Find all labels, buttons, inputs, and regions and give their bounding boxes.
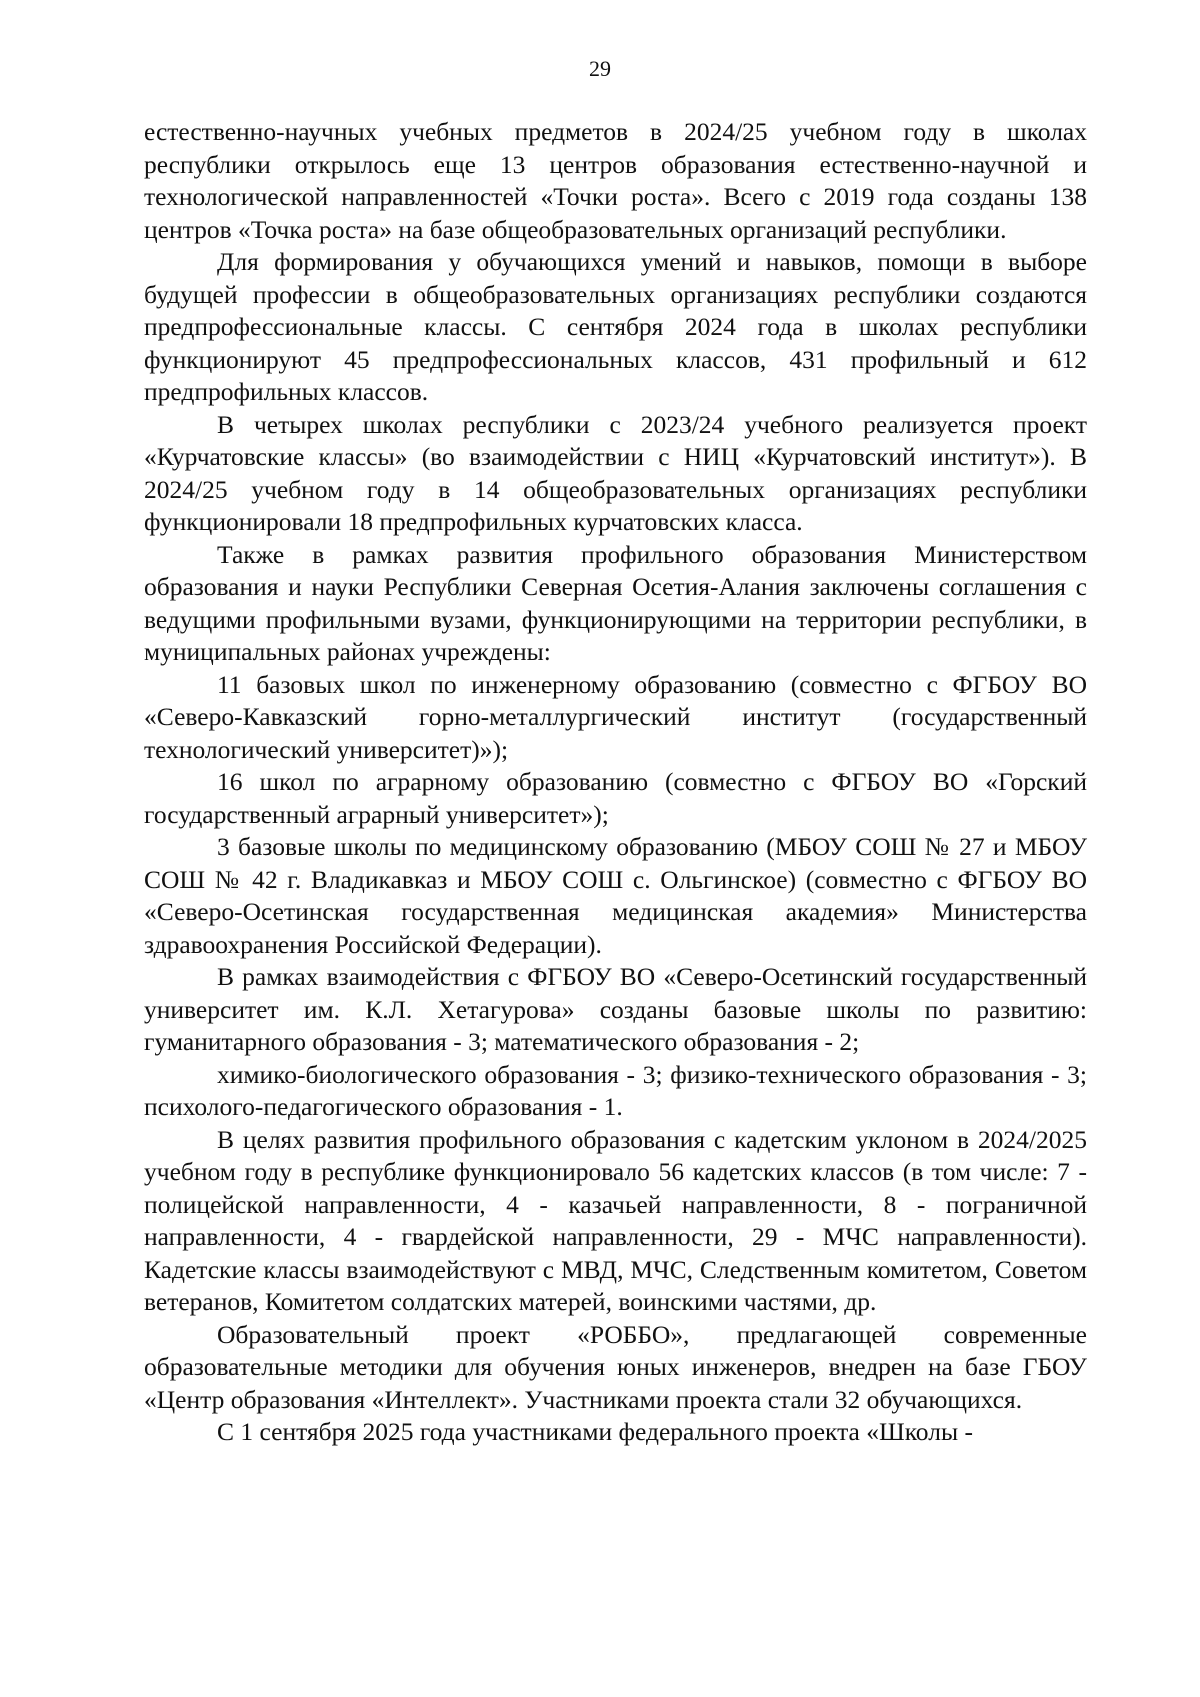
paragraph: В рамках взаимодействия с ФГБОУ ВО «Северо-Осетинский государственный университет им. К.Л. Хетагурова» созданы базовые школы по развитию: гуманитарного образования - 3; математического образования - 2;: [144, 962, 1087, 1056]
paragraph: 11 базовых школ по инженерному образованию (совместно с ФГБОУ ВО «Северо-Кавказский горно-металлургический институт (государственный технологический университет)»);: [144, 669, 1087, 764]
paragraph: 3 базовые школы по медицинскому образованию (МБОУ СОШ № 27 и МБОУ СОШ № 42 г. Владикавказ и МБОУ СОШ с. Ольгинское) (совместно с ФГБОУ ВО «Северо-Осетинская государственная медицинская академия» Министерства здравоохранения Российской Федерации).: [144, 832, 1087, 959]
paragraph: В целях развития профильного образования с кадетским уклоном в 2024/2025 учебном году в республике функционировало 56 кадетских классов (в том числе: 7 - полицейской направленности, 4 - казачьей направленности, 8 - пограничной направленности, 4 - гвардейской направленности, 29 - МЧС направленности). Кадетские классы взаимодействуют с МВД, МЧС, Следственным комитетом, Советом ветеранов, Комитетом солдатских матерей, воинскими частями, др.: [144, 1124, 1087, 1316]
paragraph: С 1 сентября 2025 года участниками федерального проекта «Школы -: [217, 1417, 973, 1446]
paragraph: естественно-научных учебных предметов в 2024/25 учебном году в школах республики открылось еще 13 центров образования естественно-научной и технологической направленностей «Точки роста». Всего с 2019 года созданы 138 центров «Точка роста» на базе общеобразовательных организаций республики.: [144, 117, 1087, 244]
paragraph: Образовательный проект «РОББО», предлагающей современные образовательные методики для обучения юных инженеров, внедрен на базе ГБОУ «Центр образования «Интеллект». Участниками проекта стали 32 обучающихся.: [144, 1319, 1087, 1414]
page-number: 29: [589, 56, 611, 81]
paragraph: Также в рамках развития профильного образования Министерством образования и науки Республики Северная Осетия-Алания заключены соглашения с ведущими профильными вузами, функционирующими на территории республики, в муниципальных районах учреждены:: [144, 539, 1087, 666]
paragraph: 16 школ по аграрному образованию (совместно с ФГБОУ ВО «Горский государственный аграрный университет»);: [144, 767, 1087, 829]
paragraph: В четырех школах республики с 2023/24 учебного реализуется проект «Курчатовские классы» (во взаимодействии с НИЦ «Курчатовский институт»). В 2024/25 учебном году в 14 общеобразовательных организациях республики функционировали 18 предпрофильных курчатовских класса.: [144, 409, 1087, 536]
paragraph: химико-биологического образования - 3; физико-технического образования - 3; психолого-педагогического образования - 1.: [144, 1059, 1087, 1121]
paragraph: Для формирования у обучающихся умений и навыков, помощи в выборе будущей профессии в общеобразовательных организациях республики создаются предпрофессиональные классы. С сентября 2024 года в школах республики функционируют 45 предпрофессиональных классов, 431 профильный и 612 предпрофильных классов.: [144, 247, 1087, 406]
document-body: [144, 116, 1087, 1449]
